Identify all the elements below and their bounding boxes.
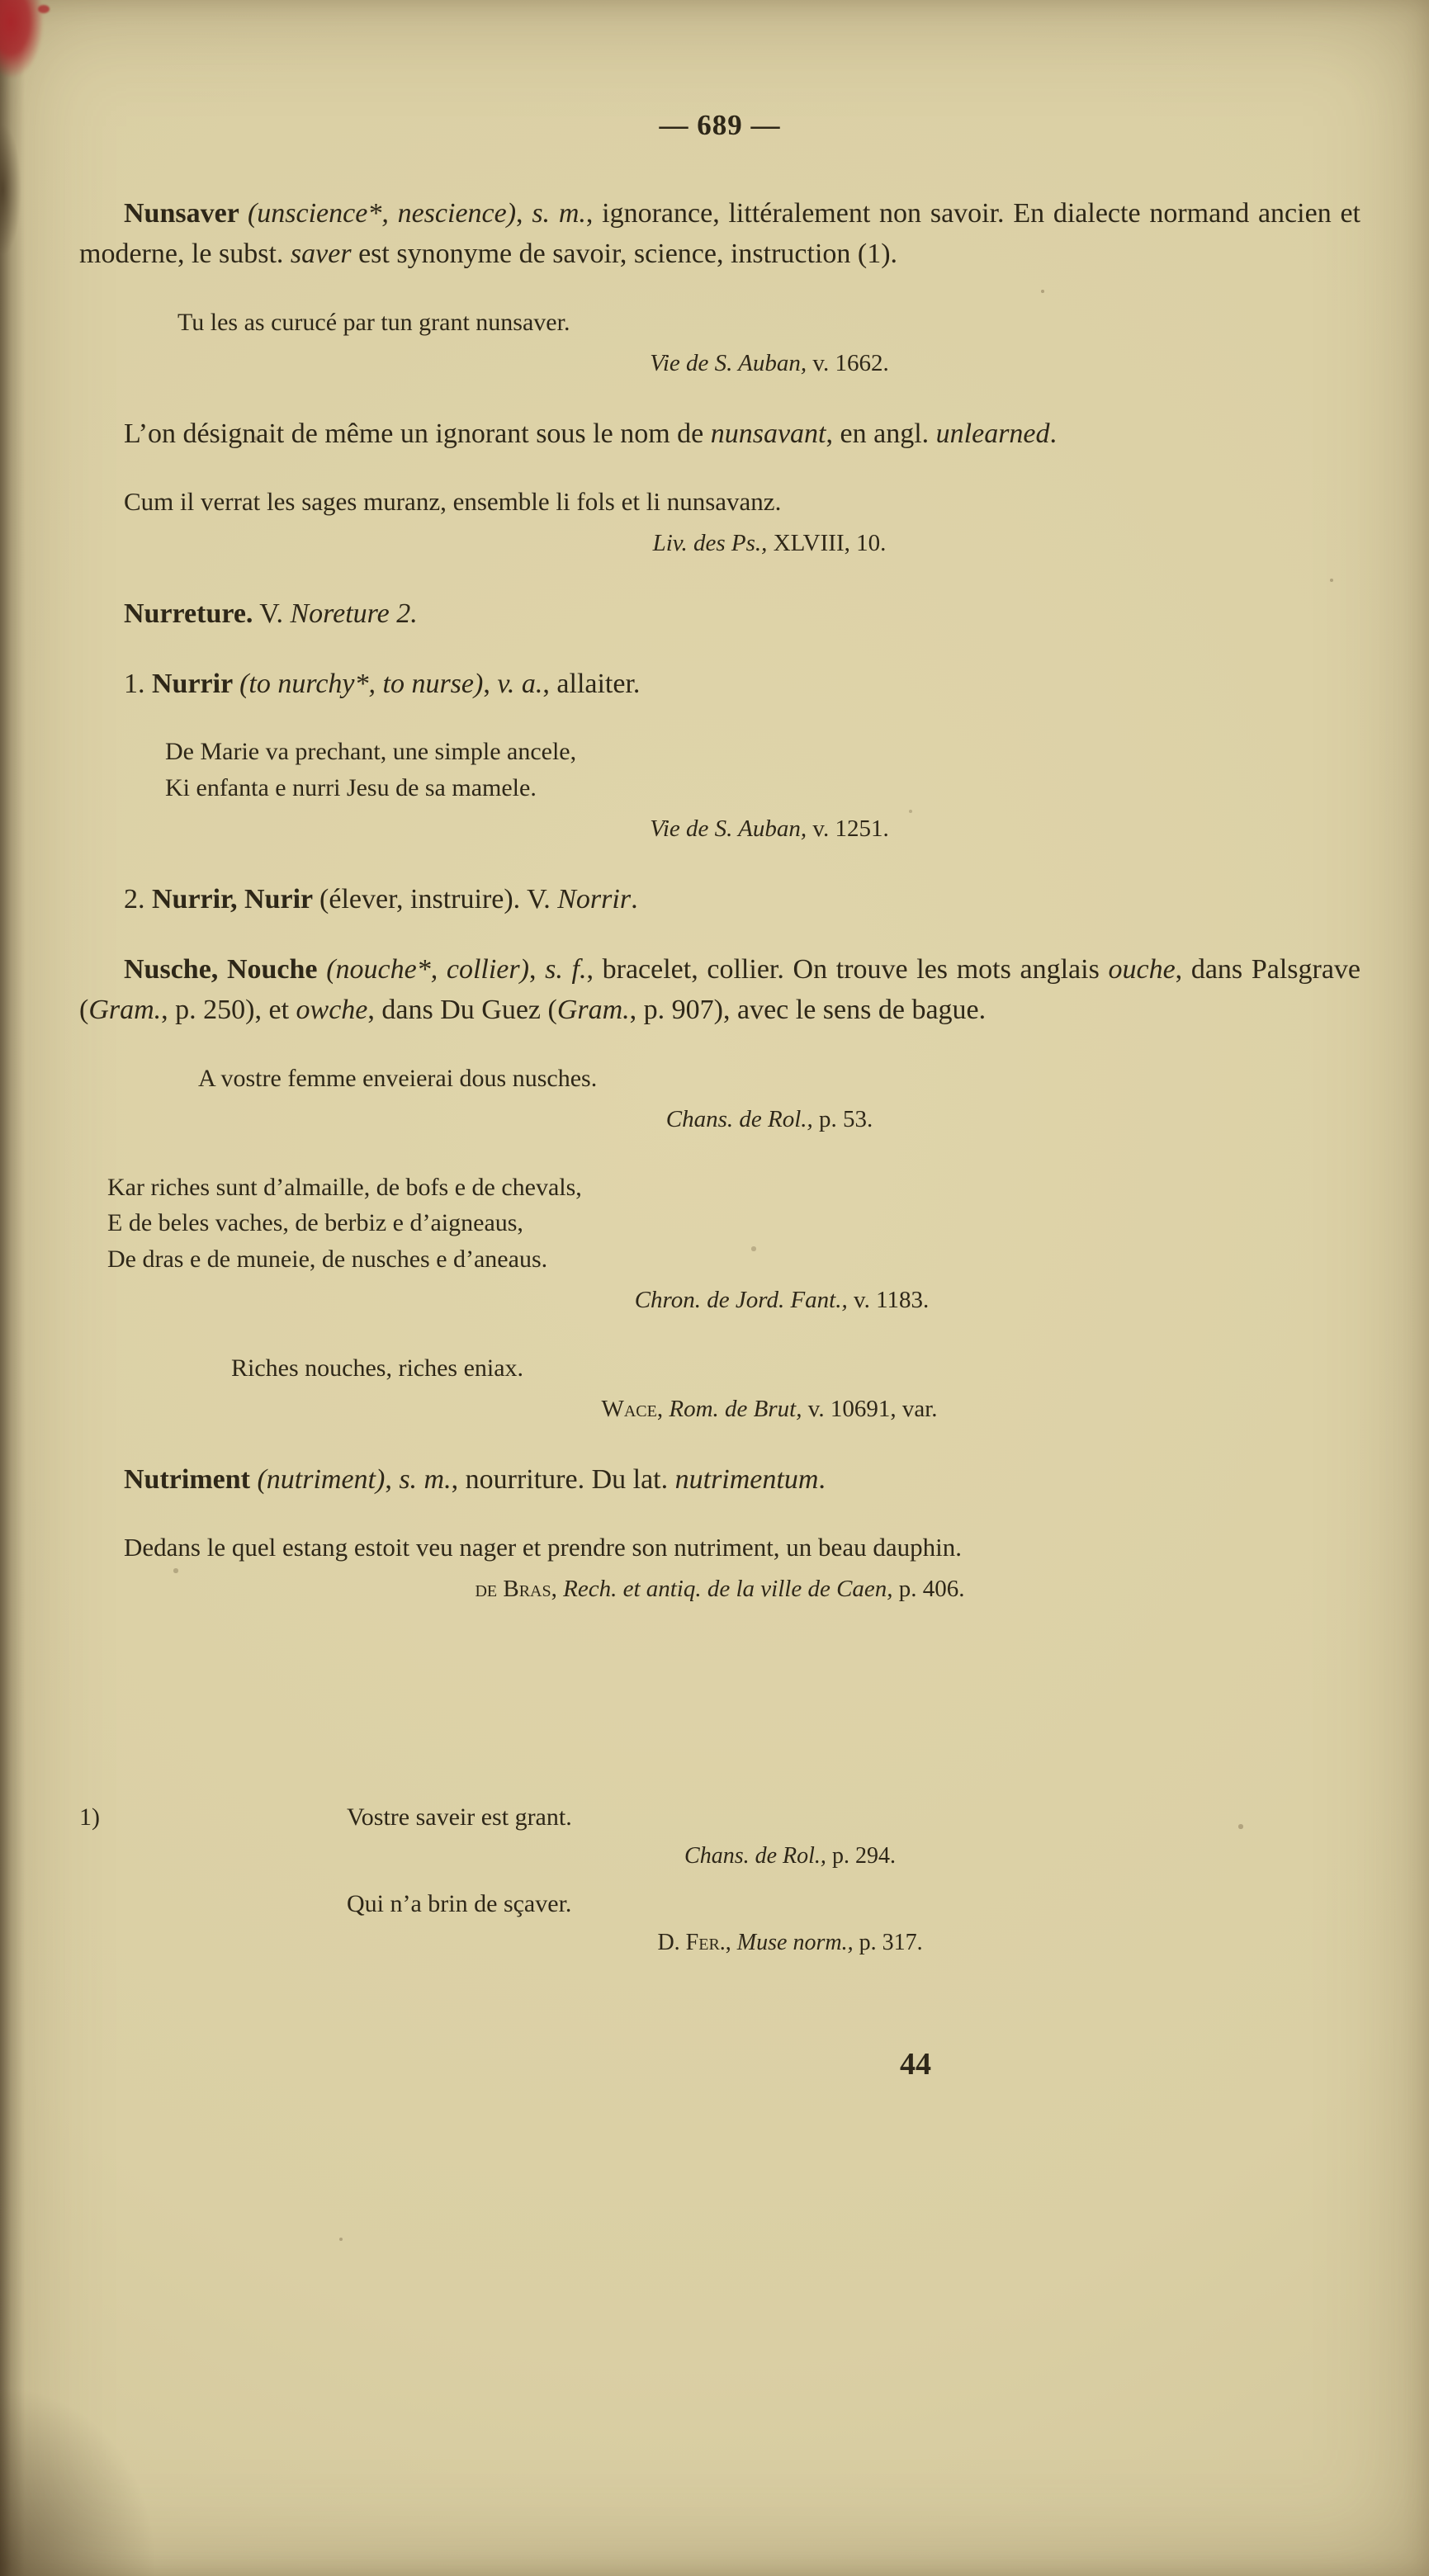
pos-label: v. a.: [497, 668, 543, 699]
citation: [79, 1926, 1360, 1959]
headword: Nutriment: [124, 1463, 258, 1495]
citation-source: Rom. de Brut,: [669, 1396, 802, 1423]
citation-ref: XLVIII, 10.: [767, 530, 887, 556]
definition-text: , allaiter.: [542, 668, 641, 699]
definition-text: , ignorance, littéralement non savoir. En dialecte normand ancien et moderne, le subst.: [79, 198, 1360, 270]
citation-ref: v. 1251.: [807, 815, 889, 843]
quotation-block: [79, 1529, 1360, 1606]
quotation-block: [79, 1061, 1360, 1137]
quotation-block: [79, 484, 1360, 560]
cross-reference: Norrir: [557, 883, 632, 915]
citation-ref: v. 1183.: [847, 1287, 930, 1314]
entry-nutriment: [79, 1459, 1360, 1500]
text-run: ,: [483, 668, 498, 699]
citation-ref: p. 294.: [826, 1842, 896, 1869]
pos-label: s. f.: [545, 954, 587, 985]
citation-ref: p. 406.: [892, 1576, 965, 1603]
italic-term: Gram.: [556, 995, 630, 1026]
signature-number: 44: [900, 2047, 931, 2082]
citation-source: Chron. de Jord. Fant.,: [634, 1287, 848, 1314]
entry-nusche: [79, 949, 1360, 1031]
quote-line: E de beles vaches, de berbiz e d’aigneaus,: [107, 1209, 523, 1237]
italic-term: unlearned: [935, 418, 1050, 449]
citation-source: Liv. des Ps.,: [652, 530, 768, 556]
citation-source: Vie de S. Auban,: [650, 815, 807, 843]
red-ink-dot: [38, 5, 50, 13]
citation-ref: p. 317.: [853, 1930, 923, 1956]
page-content: [79, 109, 1360, 2082]
citation-author: de Bras: [475, 1576, 551, 1603]
entry-nunsaver: [79, 193, 1360, 275]
quote-line: De Marie va prechant, une simple ancele,: [165, 738, 577, 766]
quote-line: Tu les as curucé par tun grant nunsaver.: [177, 308, 570, 336]
quotation-block: [79, 1170, 1360, 1317]
paragraph-nunsavant: [79, 414, 1360, 454]
text-run: ,: [516, 198, 532, 229]
citation-ref: v. 10691, var.: [802, 1396, 938, 1423]
text-run: .: [1049, 418, 1058, 449]
text-run: ,: [528, 954, 546, 985]
sense-number: 1.: [124, 668, 152, 699]
italic-term: nunsavant: [710, 418, 826, 449]
quote-line: Kar riches sunt d’almaille, de bofs e de chevals,: [107, 1173, 582, 1201]
definition-text: est synonyme de savoir, science, instruction (1).: [351, 239, 898, 270]
etymology-gloss: (to nurchy*, to nurse): [239, 668, 484, 699]
sense-number: 2.: [124, 883, 152, 915]
footnote-text: Vostre saveir est grant.: [347, 1803, 572, 1831]
text-run: ,: [551, 1576, 564, 1603]
definition-text: , p. 250), et: [161, 995, 296, 1026]
quotation-block: [79, 734, 1360, 846]
quote-prose: Cum il verrat les sages muranz, ensemble li fols et li nunsavanz.: [124, 486, 782, 516]
citation-author: D. Fer.,: [657, 1930, 737, 1956]
pos-label: s. m.: [399, 1463, 452, 1495]
etymology-gloss: (unscience*, nescience): [247, 198, 517, 229]
italic-term: Gram.: [88, 995, 162, 1026]
italic-term: nutrimentum: [674, 1463, 819, 1495]
shadow-bottom-left-corner: [0, 2386, 157, 2576]
definition-text: , dans Palsgrave (: [79, 954, 1361, 1026]
definition-text: (élever, instruire). V.: [319, 883, 558, 915]
quote-line: Ki enfanta e nurri Jesu de sa mamele.: [165, 773, 537, 801]
headword: Nusche, Nouche: [124, 954, 327, 985]
ink-smudge-top-left: [0, 124, 21, 256]
pos-label: s. m.: [532, 198, 586, 229]
citation: [79, 1572, 1360, 1606]
citation-source: Chans. de Rol.,: [684, 1842, 826, 1869]
footnote-quote-line: Qui n’a brin de sçaver.: [347, 1890, 572, 1918]
headword: Nurreture.: [124, 598, 253, 629]
paper-specks: [0, 0, 2, 2]
text-run: ,: [385, 1463, 400, 1495]
citation-source: Chans. de Rol.,: [665, 1106, 813, 1133]
definition-text: , dans Du Guez (: [367, 995, 557, 1026]
quote-prose: Dedans le quel estang estoit veu nager et prendre son nutriment, un beau dauphin.: [124, 1533, 962, 1562]
citation-ref: p. 53.: [812, 1106, 873, 1133]
red-ink-stain: [0, 0, 43, 78]
text-run: L’on désignait de même un ignorant sous le nom de: [124, 418, 711, 449]
citation-source: Rech. et antiq. de la ville de Caen,: [563, 1576, 893, 1603]
definition-text: , bracelet, collier. On trouve les mots anglais: [586, 954, 1109, 985]
italic-term: owche: [296, 995, 368, 1026]
citation-source: Vie de S. Auban,: [650, 350, 807, 377]
headword: Nurrir: [152, 668, 240, 699]
citation: [79, 1103, 1360, 1137]
etymology-gloss: (nouche*, collier): [326, 954, 529, 985]
etymology-gloss: (nutriment): [257, 1463, 386, 1495]
headword: Nunsaver: [124, 198, 248, 229]
quote-line: A vostre femme enveierai dous nusches.: [198, 1064, 598, 1092]
entry-nurreture: [79, 593, 1360, 634]
quotation-block: [79, 305, 1360, 380]
italic-term: ouche: [1108, 954, 1176, 985]
quote-line: Riches nouches, riches eniax.: [231, 1354, 524, 1382]
italic-term: saver: [290, 239, 352, 270]
text-run: .: [818, 1463, 826, 1495]
text-run: V.: [253, 598, 291, 629]
citation: [79, 1392, 1360, 1426]
headword: Nurrir, Nurir: [152, 883, 320, 915]
quotation-block: [79, 1350, 1360, 1426]
citation-ref: v. 1662.: [807, 350, 889, 377]
footnote-section: [79, 1800, 1360, 1959]
text-run: , en angl.: [826, 418, 936, 449]
page-number-header: — 689 —: [659, 109, 781, 141]
citation: [79, 1840, 1360, 1872]
footnote-number: 1): [79, 1803, 100, 1831]
definition-text: , nourriture. Du lat.: [451, 1463, 675, 1495]
text-run: ,: [656, 1396, 670, 1423]
citation-source: Muse norm.,: [736, 1930, 854, 1956]
text-run: .: [631, 883, 638, 915]
entry-nurrir-1: [79, 664, 1360, 704]
cross-reference: Noreture 2.: [290, 598, 418, 629]
quote-line: De dras e de muneie, de nusches e d’aneaus.: [107, 1245, 548, 1273]
entry-nurrir-2: [79, 879, 1360, 919]
citation: [79, 812, 1360, 846]
citation-author: Wace: [601, 1396, 657, 1423]
definition-text: , p. 907), avec le sens de bague.: [629, 995, 987, 1026]
citation: [79, 1283, 1360, 1317]
scan-left-edge-shadow: [0, 0, 25, 2576]
footnote-quote-line: [79, 1800, 1360, 1835]
citation: [79, 347, 1360, 380]
citation: [79, 527, 1360, 560]
